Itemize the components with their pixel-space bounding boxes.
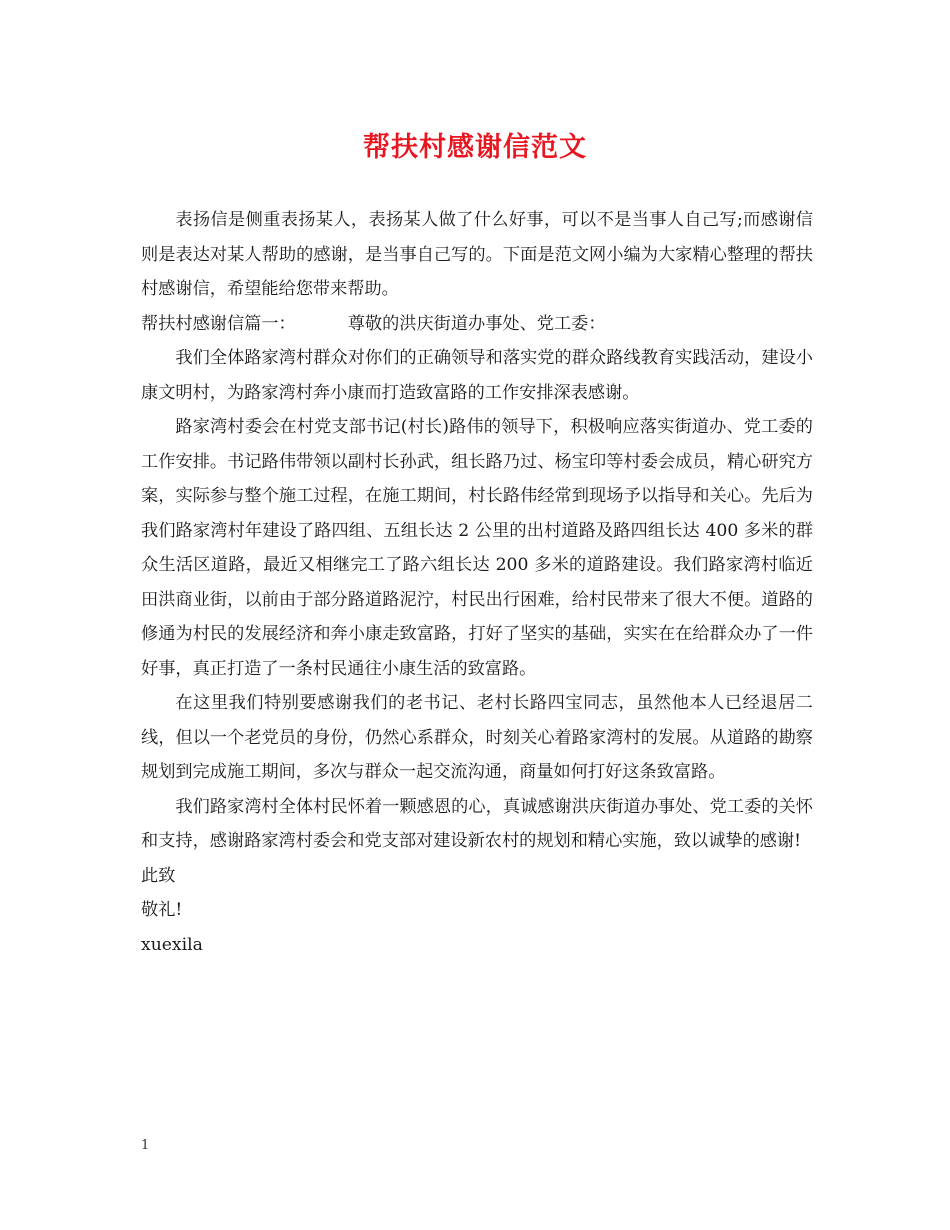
page-number: 1 bbox=[141, 1138, 150, 1153]
body-paragraph-4: 我们路家湾村全体村民怀着一颗感恩的心，真诚感谢洪庆街道办事处、党工委的关怀和支持，感谢路家湾村委会和党支部对建设新农村的规划和精心实施，致以诚挚的感谢! bbox=[141, 796, 813, 851]
closing-line-1: 此致 bbox=[141, 865, 176, 886]
body-paragraph-2: 路家湾村委会在村党支部书记(村长)路伟的领导下，积极响应落实街道办、党工委的工作安排。书记路伟带领以副村长孙武，组长路乃过、杨宝印等村委会成员，精心研究方案，实际参与整个施工过程，在施工期间，村长路伟经常到现场予以指导和关心。先后为我们路家湾村年建设了路四组、五组长达 2 公里的出村道路及路四组长达 400 多米的群众生活区道路，最近又相继完工了路六组长达 200 多米的道路建设。我们路家湾村临近田洪商业街，以前由于部分路道路泥泞，村民出行困难，给村民带来了很大不便。道路的修通为村民的发展经济和奔小康走致富路，打好了坚实的基础，实实在在给群众办了一件好事，真正打造了一条村民通往小康生活的致富路。 bbox=[141, 417, 813, 679]
intro-paragraph: 表扬信是侧重表扬某人，表扬某人做了什么好事，可以不是当事人自己写;而感谢信则是表达对某人帮助的感谢，是当事自己写的。下面是范文网小编为大家精心整理的帮扶村感谢信，希望能给您带来帮助。 bbox=[141, 210, 813, 299]
section-heading-line bbox=[141, 307, 813, 342]
signature: xuexila bbox=[141, 934, 203, 955]
salutation: 尊敬的洪庆街道办事处、党工委： bbox=[347, 313, 606, 334]
body-paragraph-3: 在这里我们特别要感谢我们的老书记、老村长路四宝同志，虽然他本人已经退居二线，但以一个老党员的身份，仍然心系群众，时刻关心着路家湾村的发展。从道路的勘察规划到完成施工期间，多次与群众一起交流沟通，商量如何打好这条致富路。 bbox=[141, 693, 813, 782]
closing-line-2: 敬礼! bbox=[141, 900, 183, 920]
body-paragraph-1: 我们全体路家湾村群众对你们的正确领导和落实党的群众路线教育实践活动，建设小康文明村，为路家湾村奔小康而打造致富路的工作安排深表感谢。 bbox=[141, 348, 813, 403]
document-title: 帮扶村感谢信范文 bbox=[363, 132, 587, 163]
document-body bbox=[141, 203, 813, 962]
section-label: 帮扶村感谢信篇一： bbox=[141, 313, 296, 334]
